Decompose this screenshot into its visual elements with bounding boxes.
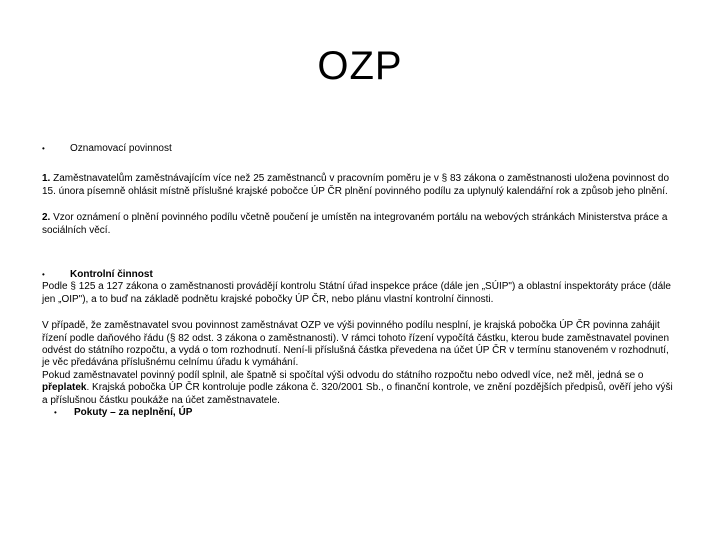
slide-content: [42, 143, 674, 420]
paragraph-1-number: 1.: [42, 173, 51, 185]
paragraph-kontrola: Podle § 125 a 127 zákona o zaměstnanosti provádějí kontrolu Státní úřad inspekce práce (dále jen „SÚIP") a oblastní inspektoráty práce (dále jen „OIP"), a to buď na základě podnětu krajské pobočky ÚP ČR, nebo plánu vlastní kontrolní činnosti.: [42, 281, 671, 305]
paragraph-1-text: Zaměstnavatelům zaměstnávajícím více než 25 zaměstnanců v pracovním poměru je v § 83 zákona o zaměstnanosti uložena povinnost do 15. února písemně ohlásit místně příslušné krajské pobočce ÚP ČR plnění povinného podílu za uplynulý kalendářní rok a způsob jeho plnění.: [42, 173, 670, 197]
heading-pokuty: Pokuty – za neplnění, ÚP: [74, 407, 193, 419]
bullet-pokuty: [54, 407, 674, 419]
paragraph-2-text: Vzor oznámení o plnění povinného podílu včetně poučení je umístěn na integrovaném portálu na webových stránkách Ministerstva práce a sociálních věcí.: [42, 212, 668, 236]
heading-kontrolni: Kontrolní činnost: [70, 269, 153, 281]
paragraph-2: [42, 212, 674, 237]
paragraph-preplatek: [42, 370, 674, 407]
slide-title: OZP: [317, 44, 403, 88]
bullet-oznamovaci: [42, 143, 674, 155]
heading-oznamovaci: Oznamovací povinnost: [70, 143, 172, 154]
bullet-kontrolni: [42, 269, 674, 281]
paragraph-preplatek-part2: . Krajská pobočka ÚP ČR kontroluje podle zákona č. 320/2001 Sb., o finanční kontrole, ve znění pozdějších předpisů, ověří jeho výši a příslušnou částku poukáže na účet zaměstnavatele.: [42, 382, 673, 406]
preplatek-term: přeplatek: [42, 382, 87, 394]
bullet-icon: •: [54, 408, 57, 418]
paragraph-1: [42, 173, 674, 198]
bullet-icon: •: [42, 270, 45, 280]
paragraph-2-number: 2.: [42, 212, 51, 224]
paragraph-preplatek-part1: Pokud zaměstnavatel povinný podíl splnil, ale špatně si spočítal výši odvodu do státního rozpočtu nebo odvedl více, než měl, jedná se o: [42, 369, 644, 381]
paragraph-nesplneni: V případě, že zaměstnavatel svou povinnost zaměstnávat OZP ve výši povinného podílu nesplní, je krajská pobočka ÚP ČR povinna zahájit řízení podle daňového řádu (§ 82 odst. 3 zákona o zaměstnanosti). V rámci tohoto řízení vypočítá částku, kterou bude zaměstnavatel povinen odvést do státního rozpočtu, a vydá o tom rozhodnutí. Není-li příslušná částka převedena na účet ÚP ČR v termínu stanoveném v rozhodnutí, je věc předávána příslušnému celnímu úřadu k vymáhání.: [42, 320, 670, 369]
bullet-icon: •: [42, 144, 45, 153]
